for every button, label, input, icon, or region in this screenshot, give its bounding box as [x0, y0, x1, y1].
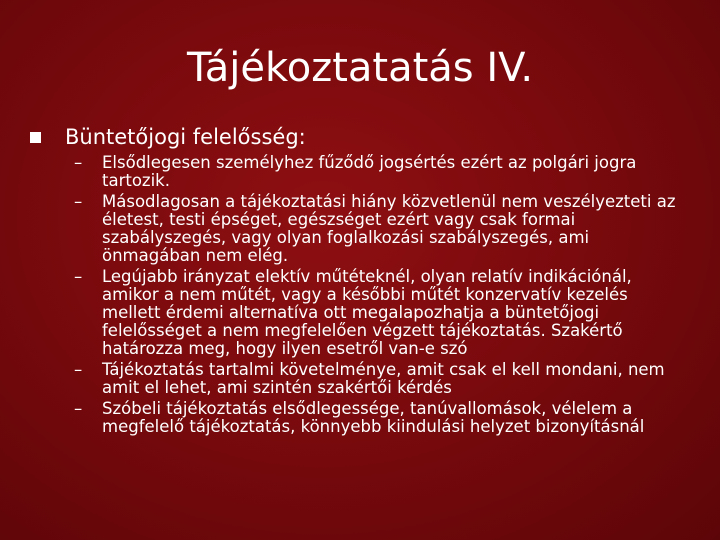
list-item-text: Tájékoztatás tartalmi követelménye, amit csak el kell mondani, nem amit el lehet, ami szintén szakértői kérdés [102, 360, 665, 397]
main-bullet-text: Büntetőjogi felelősség: [65, 125, 306, 149]
list-item-text: Szóbeli tájékoztatás elsődlegessége, tanúvallomások, vélelem a megfelelő tájékoztatás, könnyebb kiindulási helyzet bizonyításnál [102, 399, 645, 436]
slide-title: Tájékoztatatás IV. [186, 45, 534, 91]
dash-icon: – [74, 399, 83, 418]
list-item [74, 400, 679, 436]
list-item-text: Másodlagosan a tájékoztatási hiány közvetlenül nem veszélyezteti az életest, testi épséget, egészséget ezért vagy csak formai szabályszegés, vagy olyan foglalkozási szabályszegés, ami önmagában nem elég. [102, 192, 676, 265]
list-item [74, 268, 679, 358]
list-item-text: Legújabb irányzat elektív műtéteknél, olyan relatív indikációnál, amikor a nem műtét, vagy a későbbi műtét konzervatív kezelés mellett érdemi alternatíva ott megalapozhatja a büntetőjogi felelősséget a nem megfelelően végzett tájékoztatás. Szakértő határozza meg, hogy ilyen esetről van-e szó [102, 267, 632, 358]
main-bullet [30, 124, 690, 150]
square-bullet-icon [30, 132, 41, 143]
sub-bullet-list [74, 154, 679, 439]
dash-icon: – [74, 192, 83, 211]
list-item [74, 361, 679, 397]
dash-icon: – [74, 267, 83, 286]
dash-icon: – [74, 153, 83, 172]
list-item [74, 193, 679, 265]
list-item [74, 154, 679, 190]
dash-icon: – [74, 360, 83, 379]
list-item-text: Elsődlegesen személyhez fűződő jogsértés ezért az polgári jogra tartozik. [102, 153, 637, 190]
